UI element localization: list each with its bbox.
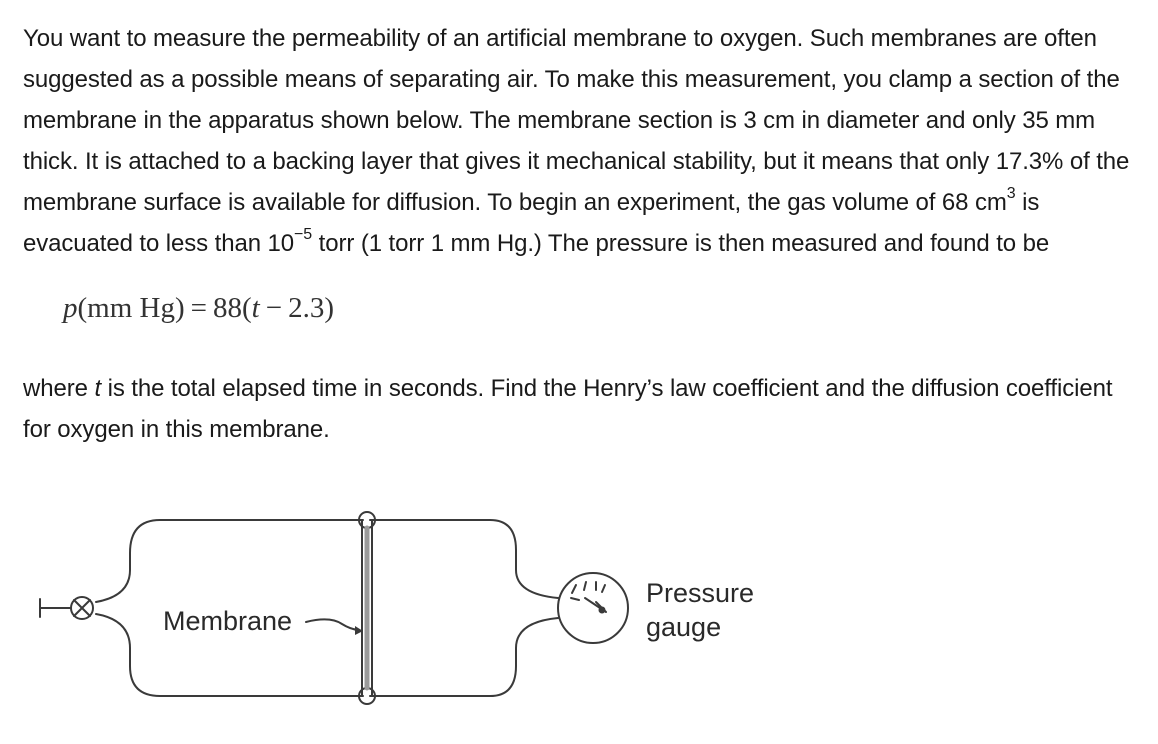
problem-question-paragraph [23, 368, 1143, 450]
pressure-gauge-label-line2: gauge [646, 612, 722, 642]
equation-minus: − [265, 292, 283, 324]
apparatus-diagram [30, 508, 790, 713]
pressure-equation [63, 278, 1143, 338]
right-chamber [370, 520, 558, 696]
equation-equals: = [190, 292, 207, 324]
pressure-gauge-icon [558, 573, 628, 643]
pressure-gauge-label-line1: Pressure [646, 578, 755, 608]
problem-intro-paragraph [23, 18, 1143, 264]
pressure-exponent: −5 [294, 226, 313, 243]
where-prefix: where [23, 375, 95, 402]
intro-end-text: torr (1 torr 1 mm Hg.) The pressure is then measured and found to be [312, 230, 1050, 257]
equation-coefficient: 88( [212, 292, 252, 324]
problem-statement [23, 18, 1143, 450]
membrane-label: Membrane [163, 606, 293, 636]
pressure-gauge-label [646, 576, 754, 644]
where-time-var: t [94, 375, 102, 402]
equation-offset: 2.3) [288, 292, 334, 324]
where-text: is the total elapsed time in seconds. Find the Henry’s law coefficient and the diffusion coefficient for oxygen in this membrane. [23, 375, 1113, 443]
volume-exponent: 3 [1006, 185, 1016, 202]
intro-mid-text: is evacuated to less than 10 [23, 189, 1040, 257]
equation-pressure-var: p [63, 292, 78, 324]
membrane-arrow [306, 619, 358, 630]
equation-time-var: t [251, 292, 260, 324]
valve-icon [40, 597, 93, 619]
intro-text: You want to measure the permeability of an artificial membrane to oxygen. Such membranes are often suggested as a possible means of separating air. To make this measurement, you clamp a section of the membrane in the apparatus shown below. The membrane section is 3 cm in diameter and only 35 mm thick. It is attached to a backing layer that gives it mechanical stability, but it means that only 17.3% of the membrane surface is available for diffusion. To begin an experiment, the gas volume of 68 cm [23, 25, 1130, 216]
equation-unit: (mm Hg) [77, 292, 185, 324]
